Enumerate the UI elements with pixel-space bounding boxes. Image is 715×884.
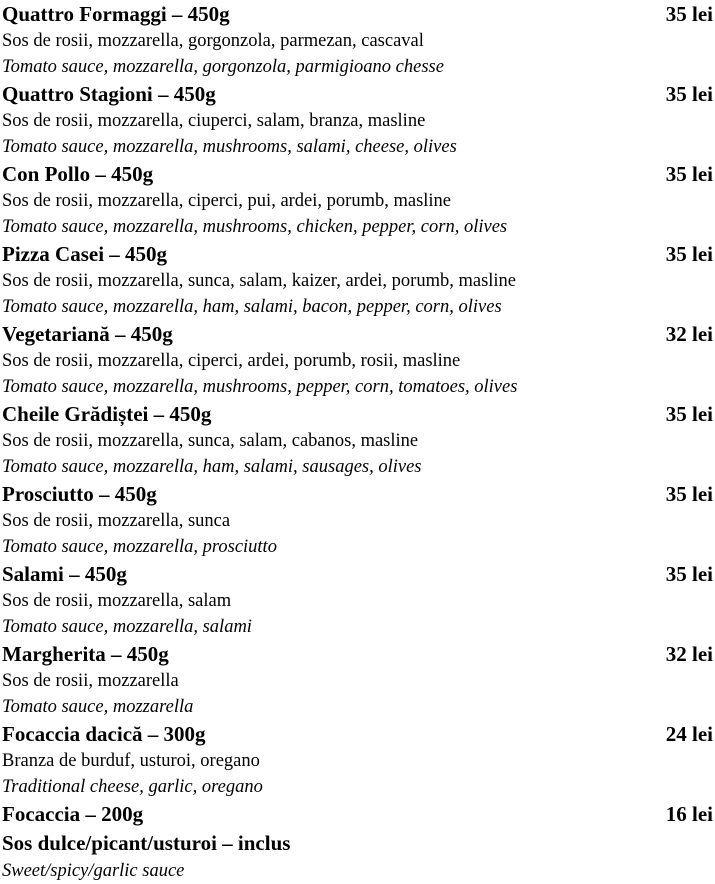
item-description-en: Tomato sauce, mozzarella, mushrooms, pepper, corn, tomatoes, olives — [2, 377, 518, 397]
item-description-en: Traditional cheese, garlic, oregano — [2, 777, 263, 797]
menu-item-salami — [0, 560, 715, 640]
item-description-en: Tomato sauce, mozzarella, salami — [2, 617, 252, 637]
item-name: Vegetariană – 450g — [2, 322, 173, 346]
item-description-en: Tomato sauce, mozzarella, ham, salami, bacon, pepper, corn, olives — [2, 297, 502, 317]
item-price: 24 lei — [665, 722, 713, 746]
item-price: 35 lei — [665, 562, 713, 586]
sauce-note — [0, 828, 715, 884]
menu-item-quattro-formaggi — [0, 0, 715, 80]
menu-item-focaccia-dacica — [0, 720, 715, 800]
item-name: Quattro Stagioni – 450g — [2, 82, 216, 106]
item-description-en: Tomato sauce, mozzarella, mushrooms, chicken, pepper, corn, olives — [2, 217, 508, 237]
item-name: Prosciutto – 450g — [2, 482, 157, 506]
item-name: Margherita – 450g — [2, 642, 169, 666]
item-description-ro: Sos de rosii, mozzarella, ciperci, ardei, porumb, rosii, masline — [2, 351, 461, 371]
sauce-description-en: Sweet/spicy/garlic sauce — [2, 861, 185, 881]
item-description-en: Tomato sauce, mozzarella, mushrooms, salami, cheese, olives — [2, 137, 457, 157]
item-name: Pizza Casei – 450g — [2, 242, 168, 266]
menu-item-pizza-casei — [0, 240, 715, 320]
item-price: 35 lei — [665, 482, 713, 506]
sauce-title: Sos dulce/picant/usturoi – inclus — [2, 831, 291, 855]
item-description-ro: Sos de rosii, mozzarella — [2, 671, 179, 691]
item-description-ro: Sos de rosii, mozzarella, sunca — [2, 511, 231, 531]
item-price: 35 lei — [665, 242, 713, 266]
item-name: Salami – 450g — [2, 562, 127, 586]
item-price: 35 lei — [665, 162, 713, 186]
menu-item-prosciutto — [0, 480, 715, 560]
item-description-en: Tomato sauce, mozzarella, ham, salami, sausages, olives — [2, 457, 422, 477]
item-description-ro: Sos de rosii, mozzarella, salam — [2, 591, 232, 611]
item-price: 35 lei — [665, 402, 713, 426]
menu-item-quattro-stagioni — [0, 80, 715, 160]
item-name: Cheile Grădiștei – 450g — [2, 402, 212, 426]
item-price: 32 lei — [665, 642, 713, 666]
item-price: 35 lei — [665, 82, 713, 106]
item-price: 32 lei — [665, 322, 713, 346]
item-name: Focaccia dacică – 300g — [2, 722, 206, 746]
item-name: Quattro Formaggi – 450g — [2, 2, 230, 26]
item-name: Focaccia – 200g — [2, 802, 144, 826]
menu-item-vegetariana — [0, 320, 715, 400]
item-description-en: Tomato sauce, mozzarella, prosciutto — [2, 537, 277, 557]
item-name: Con Pollo – 450g — [2, 162, 154, 186]
item-description-ro: Sos de rosii, mozzarella, sunca, salam, kaizer, ardei, porumb, masline — [2, 271, 517, 291]
item-description-ro: Sos de rosii, mozzarella, sunca, salam, cabanos, masline — [2, 431, 419, 451]
item-description-ro: Sos de rosii, mozzarella, gorgonzola, parmezan, cascaval — [2, 31, 424, 51]
item-description-ro: Branza de burduf, usturoi, oregano — [2, 751, 260, 771]
item-description-en: Tomato sauce, mozzarella — [2, 697, 194, 717]
item-price: 35 lei — [665, 2, 713, 26]
menu-item-margherita — [0, 640, 715, 720]
item-description-ro: Sos de rosii, mozzarella, ciuperci, salam, branza, masline — [2, 111, 426, 131]
item-description-en: Tomato sauce, mozzarella, gorgonzola, parmigioano chesse — [2, 57, 444, 77]
item-description-ro: Sos de rosii, mozzarella, ciperci, pui, ardei, porumb, masline — [2, 191, 452, 211]
menu-item-cheile-gradistei — [0, 400, 715, 480]
item-price: 16 lei — [665, 802, 713, 826]
menu-item-con-pollo — [0, 160, 715, 240]
menu-item-focaccia — [0, 800, 715, 828]
